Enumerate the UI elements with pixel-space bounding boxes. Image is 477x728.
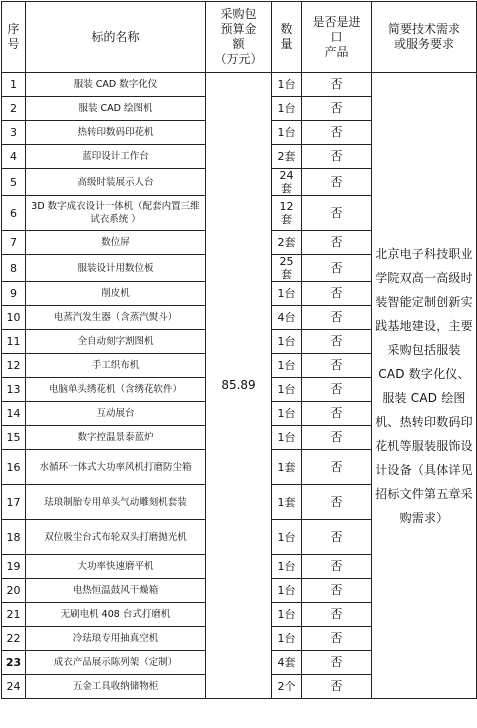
item-name: 冷珐琅专用抽真空机 [26, 627, 206, 651]
item-qty: 1台 [272, 330, 302, 354]
item-name: 热转印数码印花机 [26, 121, 206, 145]
item-name: 数字控温景泰蓝炉 [26, 426, 206, 450]
item-imported: 否 [302, 306, 372, 330]
row-no: 24 [2, 675, 26, 699]
row-no: 18 [2, 520, 26, 555]
item-imported: 否 [302, 675, 372, 699]
item-imported: 否 [302, 73, 372, 97]
item-qty: 2套 [272, 145, 302, 169]
item-name: 大功率快速磨平机 [26, 555, 206, 579]
item-qty: 1套 [272, 485, 302, 520]
item-imported: 否 [302, 378, 372, 402]
item-imported: 否 [302, 231, 372, 255]
row-no: 16 [2, 450, 26, 485]
item-imported: 否 [302, 579, 372, 603]
item-imported: 否 [302, 121, 372, 145]
row-no: 12 [2, 354, 26, 378]
item-qty: 2套 [272, 231, 302, 255]
item-qty: 12 套 [272, 196, 302, 231]
item-name: 服装 CAD 数字化仪 [26, 73, 206, 97]
item-name: 珐琅制胎专用单头气动雕刻机套装 [26, 485, 206, 520]
item-imported: 否 [302, 282, 372, 306]
row-no: 14 [2, 402, 26, 426]
header-qty: 数 量 [272, 2, 302, 73]
item-name: 全自动刻字割图机 [26, 330, 206, 354]
row-no: 19 [2, 555, 26, 579]
item-imported: 否 [302, 627, 372, 651]
row-no: 15 [2, 426, 26, 450]
item-name: 电蒸汽发生器（含蒸汽熨斗） [26, 306, 206, 330]
item-imported: 否 [302, 330, 372, 354]
item-qty: 1台 [272, 73, 302, 97]
item-qty: 1台 [272, 97, 302, 121]
header-row [2, 2, 477, 73]
row-no: 10 [2, 306, 26, 330]
row-no: 22 [2, 627, 26, 651]
row-no: 1 [2, 73, 26, 97]
item-qty: 4台 [272, 306, 302, 330]
row-no: 4 [2, 145, 26, 169]
item-imported: 否 [302, 426, 372, 450]
item-imported: 否 [302, 520, 372, 555]
header-requirement: 简要技术需求 或服务要求 [372, 2, 477, 73]
item-name: 电脑单头绣花机（含绣花软件） [26, 378, 206, 402]
item-qty: 1台 [272, 555, 302, 579]
row-no: 20 [2, 579, 26, 603]
row-no: 9 [2, 282, 26, 306]
header-imported: 是否是进 口 产品 [302, 2, 372, 73]
item-qty: 1台 [272, 603, 302, 627]
item-name: 服装 CAD 绘图机 [26, 97, 206, 121]
header-name: 标的名称 [26, 2, 206, 73]
item-name: 电热恒温鼓风干燥箱 [26, 579, 206, 603]
row-no: 8 [2, 255, 26, 282]
item-name: 五金工具收纳储物柜 [26, 675, 206, 699]
item-qty: 1台 [272, 627, 302, 651]
item-qty: 2个 [272, 675, 302, 699]
item-qty: 1套 [272, 450, 302, 485]
row-no: 7 [2, 231, 26, 255]
item-imported: 否 [302, 402, 372, 426]
item-qty: 1台 [272, 282, 302, 306]
row-no: 3 [2, 121, 26, 145]
item-name: 成衣产品展示陈列架（定制） [26, 651, 206, 675]
item-imported: 否 [302, 485, 372, 520]
budget-amount: 85.89 [206, 73, 272, 699]
item-name: 双位吸尘台式布轮双头打磨抛光机 [26, 520, 206, 555]
item-qty: 25 套 [272, 255, 302, 282]
item-name: 数位屏 [26, 231, 206, 255]
item-qty: 1台 [272, 520, 302, 555]
row-no: 5 [2, 169, 26, 196]
item-name: 互动展台 [26, 402, 206, 426]
procurement-table [1, 1, 477, 699]
item-name: 高级时装展示人台 [26, 169, 206, 196]
row-no: 21 [2, 603, 26, 627]
item-name: 3D 数字成衣设计一体机（配套内置三维试衣系统 ） [26, 196, 206, 231]
item-imported: 否 [302, 555, 372, 579]
header-budget: 采购包 预算金 额 （万元） [206, 2, 272, 73]
item-imported: 否 [302, 97, 372, 121]
item-qty: 1台 [272, 354, 302, 378]
row-no: 6 [2, 196, 26, 231]
item-qty: 4套 [272, 651, 302, 675]
header-no: 序 号 [2, 2, 26, 73]
item-name: 蓝印设计工作台 [26, 145, 206, 169]
item-name: 水循环一体式大功率风机打磨防尘箱 [26, 450, 206, 485]
item-name: 削皮机 [26, 282, 206, 306]
item-qty: 1台 [272, 121, 302, 145]
item-imported: 否 [302, 169, 372, 196]
requirement-text: 北京电子科技职业学院双高一高级时装智能定制创新实践基地建设，主要采购包括服装 CAD 数字化仪、服装 CAD 绘图机、热转印数码印花机等服装服饰设计设备（具体详见招标文件第五章采购需求） [372, 73, 477, 699]
item-qty: 1台 [272, 402, 302, 426]
row-no: 13 [2, 378, 26, 402]
item-imported: 否 [302, 354, 372, 378]
item-imported: 否 [302, 255, 372, 282]
item-name: 手工织布机 [26, 354, 206, 378]
table-row [2, 73, 477, 97]
row-no: 2 [2, 97, 26, 121]
item-imported: 否 [302, 603, 372, 627]
item-name: 无刷电机 408 台式打磨机 [26, 603, 206, 627]
item-imported: 否 [302, 145, 372, 169]
row-no: 11 [2, 330, 26, 354]
item-qty: 24 套 [272, 169, 302, 196]
item-imported: 否 [302, 651, 372, 675]
row-no: 23 [2, 651, 26, 675]
item-name: 服装设计用数位板 [26, 255, 206, 282]
item-imported: 否 [302, 450, 372, 485]
item-qty: 1台 [272, 579, 302, 603]
item-qty: 1台 [272, 378, 302, 402]
item-imported: 否 [302, 196, 372, 231]
row-no: 17 [2, 485, 26, 520]
item-qty: 1台 [272, 426, 302, 450]
